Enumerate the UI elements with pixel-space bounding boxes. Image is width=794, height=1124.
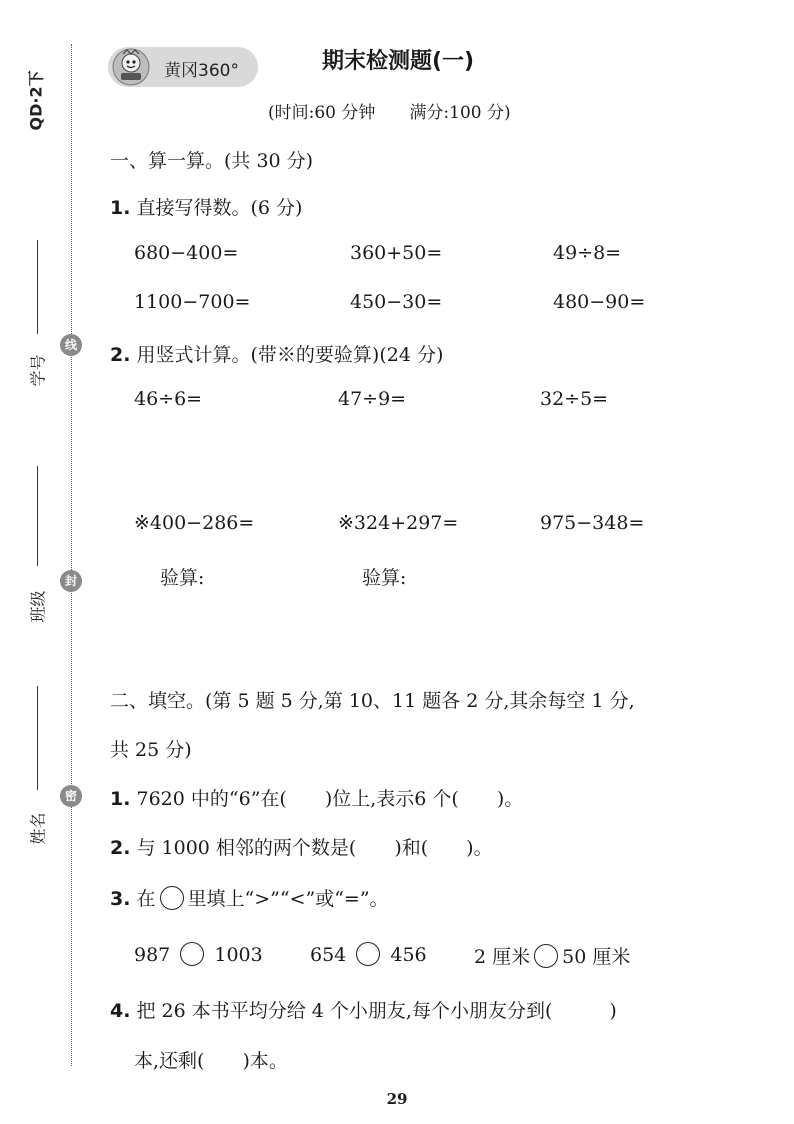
- class-label: 班级: [28, 590, 48, 623]
- answer-circle[interactable]: [180, 942, 204, 966]
- question-text: 直接写得数。(6 分): [136, 197, 303, 219]
- s1-q2: [110, 340, 443, 367]
- page-title: 期末检测题(一): [322, 49, 475, 74]
- expr: 975−348=: [540, 512, 645, 534]
- question-text: 用竖式计算。(带※的要验算)(24 分): [136, 344, 444, 366]
- compare-item: [134, 942, 263, 966]
- s2-q4-cont: 本,还剩( )本。: [134, 1050, 288, 1072]
- s1-q1: [110, 193, 302, 220]
- s2-q4: [110, 996, 617, 1023]
- answer-circle[interactable]: [356, 942, 380, 966]
- exam-info: (时间:60 分钟 满分:100 分): [268, 103, 511, 123]
- check-label: 验算:: [362, 567, 407, 589]
- question-text: 7620 中的“6”在( )位上,表示6 个( )。: [136, 788, 524, 810]
- expr: 480−90=: [553, 291, 646, 313]
- name-label: 姓名: [28, 812, 48, 845]
- mascot-icon: [112, 48, 150, 86]
- compare-left: 654: [310, 944, 347, 966]
- question-text-pre: 在: [136, 888, 156, 910]
- answer-circle[interactable]: [160, 886, 184, 910]
- expr: 49÷8=: [553, 242, 622, 264]
- name-line: [37, 686, 38, 790]
- question-number: 3.: [110, 888, 131, 910]
- expr: 32÷5=: [540, 388, 609, 410]
- expr: 680−400=: [134, 242, 239, 264]
- question-text-post: 里填上“>”“<”或“=”。: [187, 888, 389, 910]
- expr: 46÷6=: [134, 388, 203, 410]
- question-number: 2.: [110, 344, 131, 366]
- page-number: 29: [386, 1090, 408, 1108]
- expr: 1100−700=: [134, 291, 251, 313]
- compare-right: 1003: [214, 944, 263, 966]
- question-text: 把 26 本书平均分给 4 个小朋友,每个小朋友分到( ): [136, 1000, 617, 1022]
- s2-q2: [110, 833, 493, 860]
- check-label: 验算:: [160, 567, 205, 589]
- edition-label: QD·2下: [26, 70, 46, 131]
- compare-item: [474, 942, 630, 969]
- question-number: 4.: [110, 1000, 131, 1022]
- question-number: 1.: [110, 788, 131, 810]
- question-text: 与 1000 相邻的两个数是( )和( )。: [136, 837, 493, 859]
- compare-right: 456: [390, 944, 427, 966]
- question-number: 1.: [110, 197, 131, 219]
- binding-dotted-line: [71, 44, 72, 1066]
- compare-left: 2 厘米: [474, 946, 531, 968]
- brand-name: 黄冈360°: [164, 61, 239, 81]
- expr: ※400−286=: [134, 512, 255, 534]
- expr: ※324+297=: [338, 512, 459, 534]
- compare-item: [310, 942, 427, 966]
- expr: 360+50=: [350, 242, 443, 264]
- s2-q3: [110, 884, 389, 911]
- s2-q1: [110, 784, 523, 811]
- section2-heading: 二、填空。(第 5 题 5 分,第 10、11 题各 2 分,其余每空 1 分,: [110, 690, 635, 712]
- answer-circle[interactable]: [534, 944, 558, 968]
- question-number: 2.: [110, 837, 131, 859]
- seal-mi: 密: [60, 785, 82, 807]
- section2-heading-cont: 共 25 分): [110, 739, 192, 761]
- seal-xian: 线: [60, 334, 82, 356]
- compare-left: 987: [134, 944, 171, 966]
- section1-heading: 一、算一算。(共 30 分): [110, 150, 314, 172]
- brand-badge: [108, 47, 258, 87]
- compare-right: 50 厘米: [562, 946, 631, 968]
- expr: 47÷9=: [338, 388, 407, 410]
- class-line: [37, 466, 38, 566]
- student-id-label: 学号: [28, 354, 48, 387]
- expr: 450−30=: [350, 291, 443, 313]
- student-id-line: [37, 240, 38, 334]
- seal-feng: 封: [60, 570, 82, 592]
